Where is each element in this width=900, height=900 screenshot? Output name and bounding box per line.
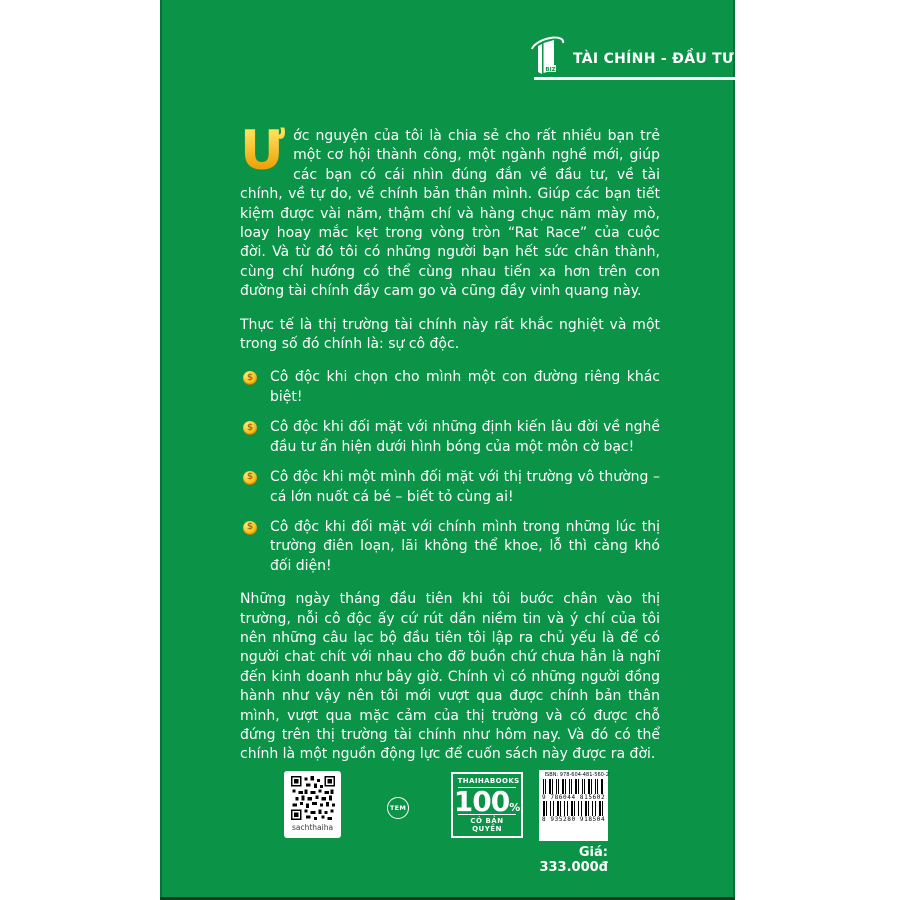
spine-edge-right xyxy=(733,0,735,900)
spine-edge-left xyxy=(160,0,162,900)
bullet-text: Cô độc khi một mình đối mặt với thị trường vô thường – cá lớn nuốt cá bé – biết tỏ cùng ai! xyxy=(270,469,660,505)
loneliness-bullet-list xyxy=(240,368,660,576)
coin-icon: $ xyxy=(243,471,257,485)
barcode-card xyxy=(539,770,608,841)
list-item xyxy=(240,468,660,507)
paragraph-closing: Những ngày tháng đầu tiên khi tôi bước chân vào thị trường, nỗi cô độc ấy cứ rút dần niềm tin và ý chí của tôi nên những câu lạc bộ đầu tiên tôi lập ra chủ yếu là để có người chat chít với nhau cho đỡ buồn chứ chưa hẳn là nghĩ đến kinh doanh như bây giờ. Chính vì có những người đồng hành như vậy nên tôi mới vượt qua được chính bản thân mình, vượt qua mặc cảm của thị trường và có được chỗ đứng trên thị trường tài chính như hôm nay. Và đó có thể chính là một nguồn động lực để cuốn sách này được ra đời. xyxy=(240,591,660,763)
barcode-ean-icon xyxy=(543,801,604,816)
back-cover-text xyxy=(240,119,660,779)
category-label: TÀI CHÍNH - ĐẦU TƯ xyxy=(573,51,735,67)
book-back-cover xyxy=(160,0,735,900)
badge-tagline: CÓ BẢN QUYỀN xyxy=(458,814,517,833)
list-item xyxy=(240,418,660,457)
biz-publisher-logo-icon xyxy=(529,34,565,76)
percent-sign: % xyxy=(509,800,521,814)
barcode-ean-digits: 8 935280 918504 xyxy=(542,816,606,823)
price-label: Giá: 333.000đ xyxy=(539,845,608,875)
biz-logo-text: BIZ xyxy=(545,67,556,73)
bullet-text: Cô độc khi đối mặt với chính mình trong những lúc thị trường điên loạn, lãi không thể khoe, lỗ thì càng khó đối diện! xyxy=(270,518,660,574)
list-item xyxy=(240,368,660,407)
copyright-badge xyxy=(451,772,523,838)
paragraph-intro xyxy=(240,119,660,302)
qr-code-card xyxy=(284,771,341,838)
bullet-text: Cô độc khi chọn cho mình một con đường riêng khác biệt! xyxy=(270,369,660,405)
badge-percent: 100 xyxy=(453,784,510,818)
header-rule xyxy=(534,77,735,80)
barcode-isbn-digits: 9 786044 815602 xyxy=(542,794,606,801)
badge-percent-row xyxy=(453,784,521,818)
tem-label: TEM xyxy=(389,804,407,812)
bullet-text: Cô độc khi đối mặt với những định kiến lâu đời về nghề đầu tư ẩn hiện dưới hình bóng của một môn cờ bạc! xyxy=(270,419,660,455)
qr-caption: sachthaiha xyxy=(291,823,334,832)
coin-icon: $ xyxy=(243,371,257,385)
paragraph-market: Thực tế là thị trường tài chính này rất khắc nghiệt và một trong số đó chính là: sự cô độc. xyxy=(240,316,660,353)
coin-icon: $ xyxy=(243,521,257,535)
barcode-isbn-icon xyxy=(543,779,604,794)
qr-code-icon xyxy=(291,776,335,820)
tem-stamp xyxy=(387,797,409,819)
dropcap-letter: Ư xyxy=(240,127,293,171)
badge-brand: THAIHABOOKS xyxy=(458,777,517,788)
isbn-label: ISBN: 978-604-481-560-2 xyxy=(544,772,609,778)
list-item xyxy=(240,518,660,576)
paragraph-intro-text: ớc nguyện của tôi là chia sẻ cho rất nhiều bạn trẻ một cơ hội thành công, một ngành nghề mới, giúp các bạn có cái nhìn đúng đắn về đầu tư, về tài chính, về tự do, về chính bản thân mình. Giúp các bạn tiết kiệm được vài năm, thậm chí và hàng chục năm mày mò, loay hoay mắc kẹt trong vòng tròn “Rat Race” của cuộc đời. Và từ đó tôi có những người bạn hết sức chân thành, cùng chí hướng có thể cùng nhau tiến xa hơn trên con đường tài chính đầy cam go và cũng đầy vinh quang này. xyxy=(240,128,660,300)
coin-icon: $ xyxy=(243,421,257,435)
